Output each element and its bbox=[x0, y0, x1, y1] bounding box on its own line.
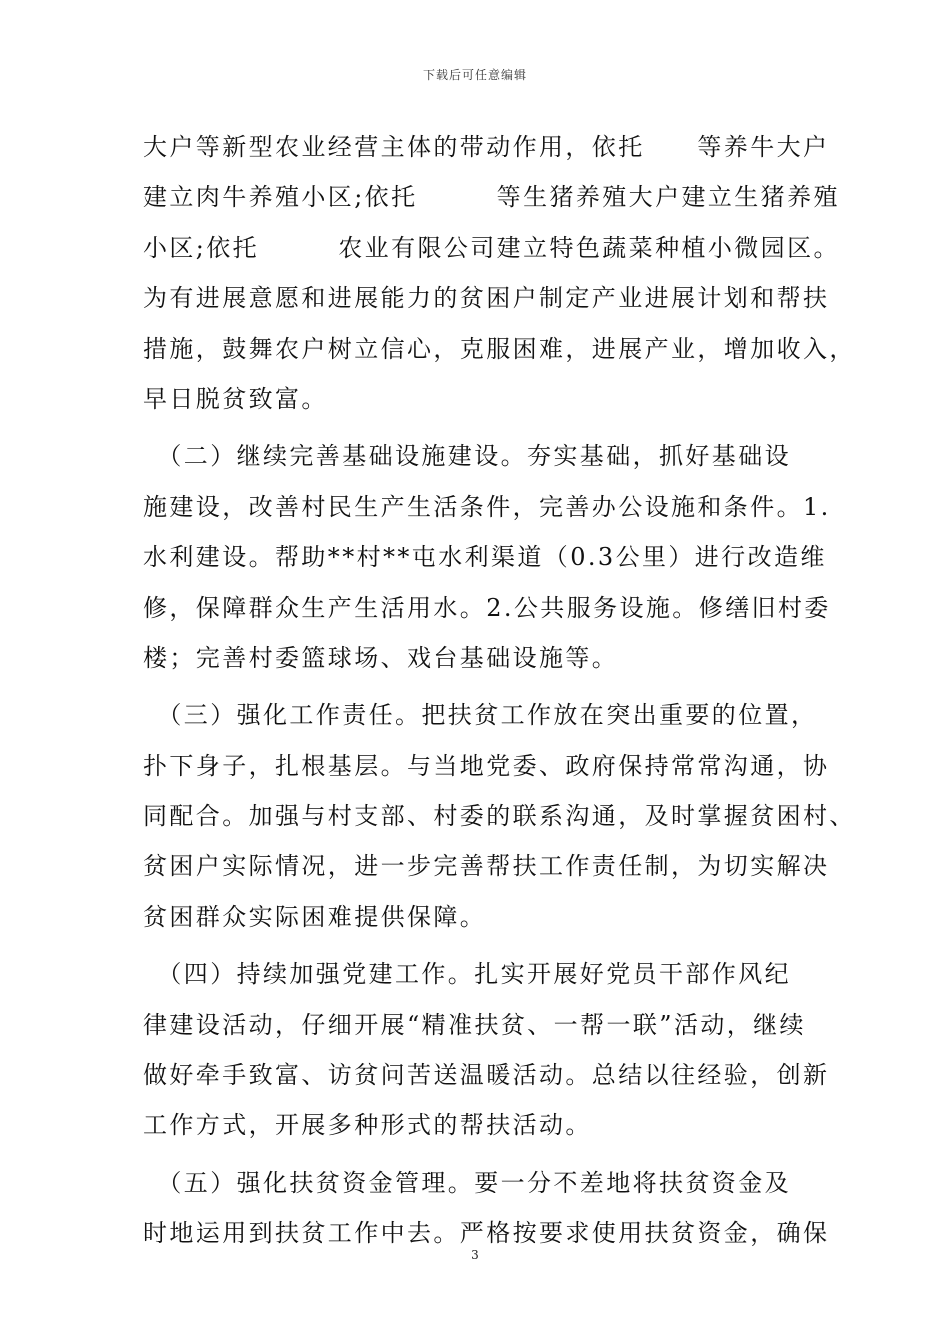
text-line: 楼；完善村委篮球场、戏台基础设施等。 bbox=[143, 643, 619, 672]
text-line: （四）持续加强党建工作。扎实开展好党员干部作风纪 bbox=[143, 960, 791, 989]
text-line: （五）强化扶贫资金管理。要一分不差地将扶贫资金及 bbox=[143, 1168, 791, 1197]
text-line: 水利建设。帮助**村**屯水利渠道（0.3公里）进行改造维 bbox=[143, 543, 827, 572]
paragraph-infrastructure bbox=[143, 431, 831, 683]
text-line: 同配合。加强与村支部、村委的联系沟通，及时掌握贫困村、 bbox=[143, 802, 856, 831]
text-line: （三）强化工作责任。把扶贫工作放在突出重要的位置， bbox=[143, 701, 818, 730]
page-header: 下载后可任意编辑 bbox=[422, 68, 527, 82]
paragraph-responsibility bbox=[143, 690, 856, 942]
paragraph-spacer bbox=[143, 424, 823, 431]
paragraph-spacer bbox=[143, 942, 823, 949]
document-body bbox=[143, 122, 856, 1259]
page-number: 3 bbox=[471, 1248, 479, 1262]
paragraph-industry-support bbox=[143, 122, 856, 424]
text-line: 贫困群众实际困难提供保障。 bbox=[143, 902, 487, 931]
text-line: 做好牵手致富、访贫问苦送温暖活动。总结以往经验，创新 bbox=[143, 1061, 830, 1090]
text-line: 时地运用到扶贫工作中去。严格按要求使用扶贫资金，确保 bbox=[143, 1219, 830, 1248]
paragraph-fund-management bbox=[143, 1158, 830, 1259]
text-line: 扑下身子，扎根基层。与当地党委、政府保持常常沟通，协 bbox=[143, 751, 830, 780]
text-line: 工作方式，开展多种形式的帮扶活动。 bbox=[143, 1111, 592, 1140]
paragraph-party-building bbox=[143, 949, 830, 1151]
paragraph-spacer bbox=[143, 1151, 823, 1158]
text-line: 建立肉牛养殖小区;依托 等生猪养殖大户建立生猪养殖 bbox=[143, 183, 840, 212]
text-line: 小区;依托 农业有限公司建立特色蔬菜种植小微园区。 bbox=[143, 233, 840, 262]
text-line: 措施，鼓舞农户树立信心，克服困难，进展产业，增加收入， bbox=[143, 334, 856, 363]
text-line: 律建设活动，仔细开展“精准扶贫、一帮一联”活动，继续 bbox=[143, 1010, 806, 1039]
text-line: 贫困户实际情况，进一步完善帮扶工作责任制，为切实解决 bbox=[143, 852, 830, 881]
text-line: 修，保障群众生产生活用水。2.公共服务设施。修缮旧村委 bbox=[143, 593, 831, 622]
text-line: 施建设，改善村民生产生活条件，完善办公设施和条件。1. bbox=[143, 492, 831, 521]
paragraph-spacer bbox=[143, 683, 823, 690]
text-line: （二）继续完善基础设施建设。夯实基础，抓好基础设 bbox=[143, 442, 791, 471]
text-line: 早日脱贫致富。 bbox=[143, 384, 328, 413]
text-line: 为有进展意愿和进展能力的贫困户制定产业进展计划和帮扶 bbox=[143, 284, 830, 313]
text-line: 大户等新型农业经营主体的带动作用，依托 等养牛大户 bbox=[143, 133, 830, 161]
